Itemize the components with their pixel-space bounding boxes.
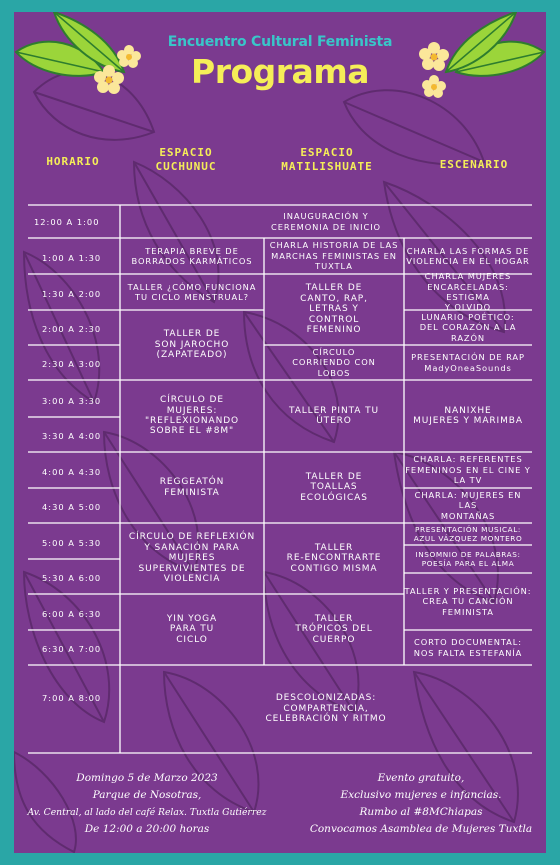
event-reencontrarte: TALLER RE-ENCONTRARTE CONTIGO MISMA [286,542,382,574]
event-hashtag: Rumbo al #8MChiapas [359,806,483,818]
program-title: Programa [191,52,369,91]
event-yin-yoga: YIN YOGA PARA TU CICLO [166,613,218,645]
event-inauguracion: INAUGURACIÓN Y CEREMONIA DE INICIO [271,211,381,232]
event-presentacion-musical: PRESENTACIÓN MUSICAL: AZUL VÁZQUEZ MONTERO [413,525,523,543]
time-slot: 5:30 A 6:00 [42,573,102,583]
event-details-right [296,770,546,838]
time-slot: 2:00 A 2:30 [42,324,102,334]
event-son-jarocho: TALLER DE SON JAROCHO (ZAPATEADO) [154,329,230,361]
event-charla-encarceladas: CHARLA MUJERES ENCARCELADAS: ESTIGMA Y OLVIDO [424,271,512,313]
event-hours: De 12:00 a 20:00 horas [84,823,210,835]
time-slot: 5:00 A 5:30 [42,538,102,548]
event-exclusive-note: Exclusivo mujeres e infancias. [340,789,502,801]
event-details-left [14,770,280,838]
event-insomnio: INSOMNIO DE PALABRAS: POESÍA PARA EL ALMA [415,550,521,568]
event-free-note: Evento gratuito, [377,772,465,784]
event-place: Parque de Nosotras, [92,789,202,801]
event-circulo-reflexion: CÍRCULO DE REFLEXIÓN Y SANACIÓN PARA MUJERES SUPERVIVIENTES DE VIOLENCIA [128,532,256,585]
event-charla-montanas: CHARLA: MUJERES EN LAS MONTAÑAS [414,489,522,521]
column-header-cuchunuc: ESPACIO CUCHUNUC [155,146,217,173]
event-date: Domingo 5 de Marzo 2023 [76,772,218,784]
event-circulo-mujeres: CÍRCULO DE MUJERES: "REFLEXIONANDO SOBRE EL #8M" [144,395,240,437]
event-taller-ciclo: TALLER ¿CÓMO FUNCIONA TU CICLO MENSTRUAL? [127,281,257,302]
event-nanixhe: NANIXHE MUJERES Y MARIMBA [413,405,523,426]
event-taller-canto: TALLER DE CANTO, RAP, LETRAS Y CONTROL FEMENINO [300,283,368,336]
time-slot: 4:30 A 5:00 [42,502,102,512]
time-slot: 12:00 A 1:00 [34,217,100,227]
time-slot: 6:30 A 7:00 [42,644,102,654]
time-slot: 1:00 A 1:30 [42,253,102,263]
column-header-escenario: ESCENARIO [439,158,509,171]
event-crea-cancion: TALLER Y PRESENTACIÓN: CREA TU CANCIÓN FEMINISTA [404,585,532,617]
event-presentacion-rap: PRESENTACIÓN DE RAP MadyOneaSounds [411,352,525,373]
event-pinta-utero: TALLER PINTA TU ÚTERO [289,405,379,426]
event-title: Encuentro Cultural Feminista [167,34,393,50]
event-charla-formas: CHARLA LAS FORMAS DE VIOLENCIA EN EL HOGAR [406,245,530,266]
event-circulo-lobos: CÍRCULO CORRIENDO CON LOBOS [292,346,376,378]
program-poster [14,12,546,853]
column-header-horario: HORARIO [46,155,100,168]
event-charla-referentes: CHARLA: REFERENTES FEMENINOS EN EL CINE Y LA TV [405,454,531,486]
time-slot: 3:30 A 4:00 [42,431,102,441]
time-slot: 1:30 A 2:00 [42,289,102,299]
time-slot: 6:00 A 6:30 [42,609,102,619]
event-address: Av. Central, al lado del café Relax. Tuxtla Gutiérrez [27,807,267,818]
event-terapia: TERAPIA BREVE DE BORRADOS KARMÁTICOS [131,245,253,266]
event-charla-historia: CHARLA HISTORIA DE LAS MARCHAS FEMINISTAS EN TUXTLA [269,240,399,272]
event-tropicos: TALLER TRÓPICOS DEL CUERPO [295,613,373,645]
time-slot: 3:00 A 3:30 [42,396,102,406]
event-convoke: Convocamos Asamblea de Mujeres Tuxtla [309,823,533,835]
time-slot: 2:30 A 3:00 [42,359,102,369]
event-descolonizadas: DESCOLONIZADAS: COMPARTENCIA, CELEBRACIÓN Y RITMO [265,693,387,725]
column-header-matilishuate: ESPACIO MATILISHUATE [281,146,373,173]
time-slot: 7:00 A 8:00 [42,693,102,703]
time-slot: 4:00 A 4:30 [42,467,102,477]
event-lunario: LUNARIO POÉTICO: DEL CORAZÓN A LA RAZÓN [419,311,517,343]
event-toallas: TALLER DE TOALLAS ECOLÓGICAS [300,471,368,503]
event-reggeaton: REGGEATÓN FEMINISTA [159,477,225,498]
event-corto: CORTO DOCUMENTAL: NOS FALTA ESTEFANÍA [413,637,523,658]
